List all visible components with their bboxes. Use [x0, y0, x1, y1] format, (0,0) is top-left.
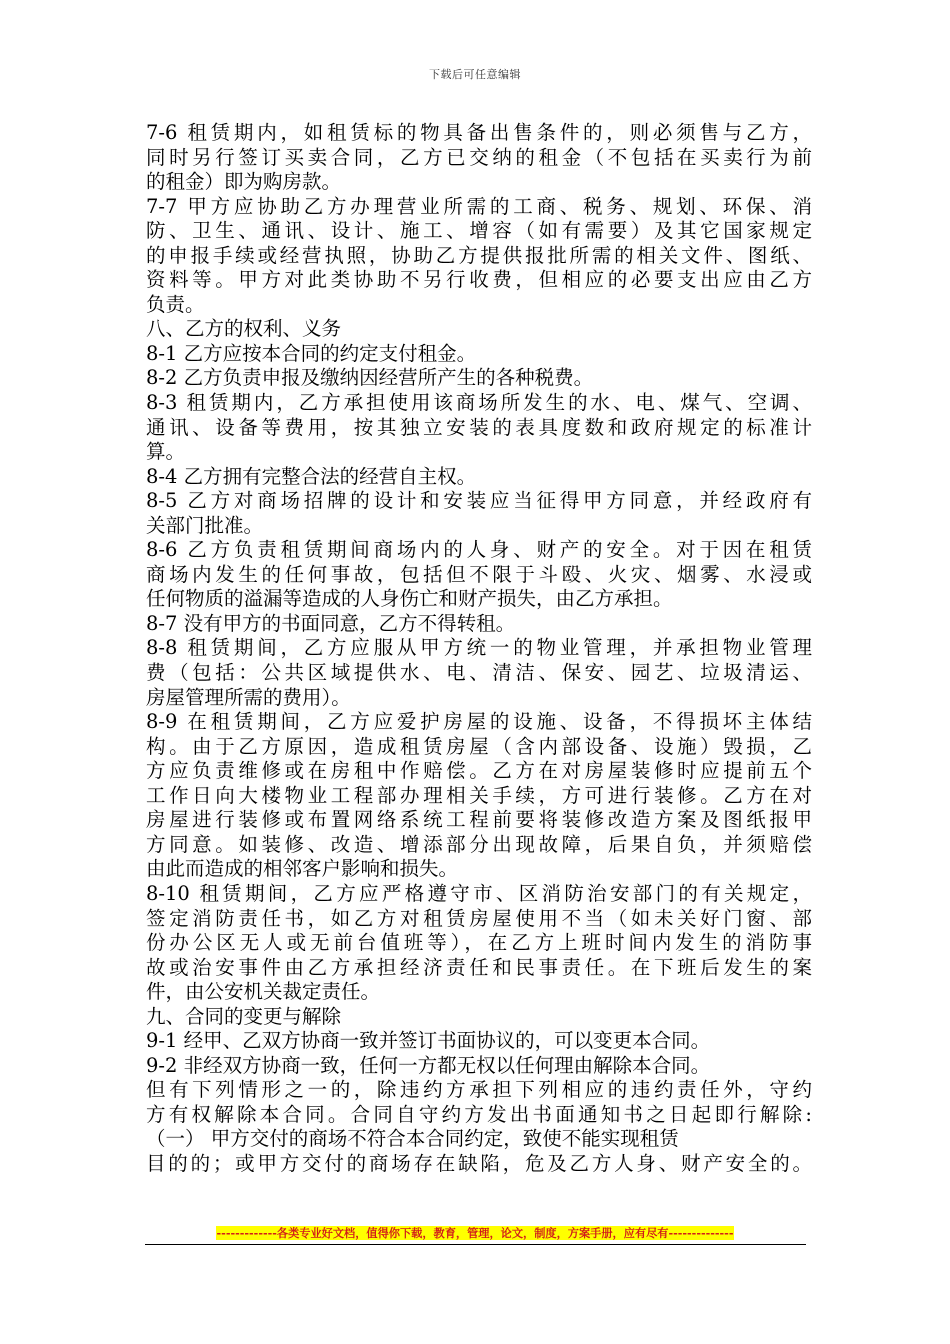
text-line: 签定消防责任书，如乙方对租赁房屋使用不当（如未关好门窗、部: [146, 906, 812, 930]
text-line: 构。由于乙方原因，造成租赁房屋（含内部设备、设施）毁损，乙: [146, 734, 812, 758]
text-line: （一） 甲方交付的商场不符合本合同约定，致使不能实现租赁: [146, 1127, 679, 1151]
text-line: 方同意。如装修、改造、增添部分出现故障，后果自负，并须赔偿: [146, 832, 812, 856]
text-line: 8-10 租赁期间，乙方应严格遵守市、区消防治安部门的有关规定，: [146, 881, 812, 905]
document-body: [146, 121, 812, 1177]
text-line: 8-6 乙方负责租赁期间商场内的人身、财产的安全。对于因在租赁: [146, 538, 812, 562]
text-line: 件，由公安机关裁定责任。: [146, 980, 381, 1004]
text-line: 但有下列情形之一的，除违约方承担下列相应的违约责任外，守约: [146, 1078, 812, 1102]
footer-divider: [145, 1244, 806, 1245]
text-line: 的租金）即为购房款。: [146, 170, 342, 194]
text-line: 防、卫生、通讯、设计、施工、增容（如有需要）及其它国家规定: [146, 219, 812, 243]
text-line: 故或治安事件由乙方承担经济责任和民事责任。在下班后发生的案: [146, 955, 812, 979]
text-line: 8-1 乙方应按本合同的约定支付租金。: [146, 341, 477, 365]
text-line: 负责。: [146, 292, 205, 316]
text-line: 8-9 在租赁期间，乙方应爱护房屋的设施、设备，不得损坏主体结: [146, 710, 812, 734]
text-line: 7-6 租赁期内，如租赁标的物具备出售条件的，则必须售与乙方，: [146, 121, 812, 144]
text-line: 方应负责维修或在房租中作赔偿。乙方在对房屋装修时应提前五个: [146, 759, 812, 783]
text-line: 八、乙方的权利、义务: [146, 317, 342, 341]
text-line: 算。: [146, 440, 186, 464]
text-line: 9-2 非经双方协商一致，任何一方都无权以任何理由解除本合同。: [146, 1053, 711, 1077]
text-line: 9-1 经甲、乙双方协商一致并签订书面协议的，可以变更本合同。: [146, 1029, 711, 1053]
text-line: 的申报手续或经营执照，协助乙方提供报批所需的相关文件、图纸、: [146, 243, 812, 267]
text-line: 工作日向大楼物业工程部办理相关手续，方可进行装修。乙方在对: [146, 783, 812, 807]
text-line: 方有权解除本合同。合同自守约方发出书面通知书之日起即行解除:: [146, 1102, 812, 1126]
text-line: 房屋进行装修或布置网络系统工程前要将装修改造方案及图纸报甲: [146, 808, 812, 832]
text-line: 8-8 租赁期间，乙方应服从甲方统一的物业管理，并承担物业管理: [146, 636, 812, 660]
text-line: 任何物质的溢漏等造成的人身伤亡和财产损失，由乙方承担。: [146, 587, 673, 611]
text-line: 份办公区无人或无前台值班等），在乙方上班时间内发生的消防事: [146, 931, 812, 955]
text-line: 资料等。甲方对此类协助不另行收费，但相应的必要支出应由乙方: [146, 268, 812, 292]
text-line: 7-7 甲方应协助乙方办理营业所需的工商、税务、规划、环保、消: [146, 194, 812, 218]
text-line: 同时另行签订买卖合同，乙方已交纳的租金（不包括在买卖行为前: [146, 145, 812, 169]
text-line: 8-4 乙方拥有完整合法的经营自主权。: [146, 464, 477, 488]
text-line: 8-5 乙方对商场招牌的设计和安装应当征得甲方同意，并经政府有: [146, 489, 812, 513]
text-line: 商场内发生的任何事故，包括但不限于斗殴、火灾、烟雾、水浸或: [146, 562, 812, 586]
text-line: 由此而造成的相邻客户影响和损失。: [146, 857, 459, 881]
text-line: 费（包括：公共区域提供水、电、清洁、保安、园艺、垃圾清运、: [146, 661, 812, 685]
text-line: 目的的；或甲方交付的商场存在缺陷，危及乙方人身、财产安全的。: [146, 1151, 812, 1175]
text-line: 关部门批准。: [146, 513, 264, 537]
page-header: 下载后可任意编辑: [429, 68, 521, 81]
text-line: 8-7 没有甲方的书面同意，乙方不得转租。: [146, 611, 516, 635]
text-line: 8-2 乙方负责申报及缴纳因经营所产生的各种税费。: [146, 366, 594, 390]
text-line: 通讯、设备等费用，按其独立安装的表具度数和政府规定的标准计: [146, 415, 812, 439]
text-line: 8-3 租赁期内，乙方承担使用该商场所发生的水、电、煤气、空调、: [146, 391, 812, 415]
footer-banner: [0, 1225, 950, 1241]
footer-banner-text: -------------各类专业好文档，值得你下载，教育，管理，论文，制度，方案手册，应有尽有--------------: [216, 1226, 734, 1240]
text-line: 房屋管理所需的费用）。: [146, 685, 351, 709]
text-line: 九、合同的变更与解除: [146, 1004, 342, 1028]
